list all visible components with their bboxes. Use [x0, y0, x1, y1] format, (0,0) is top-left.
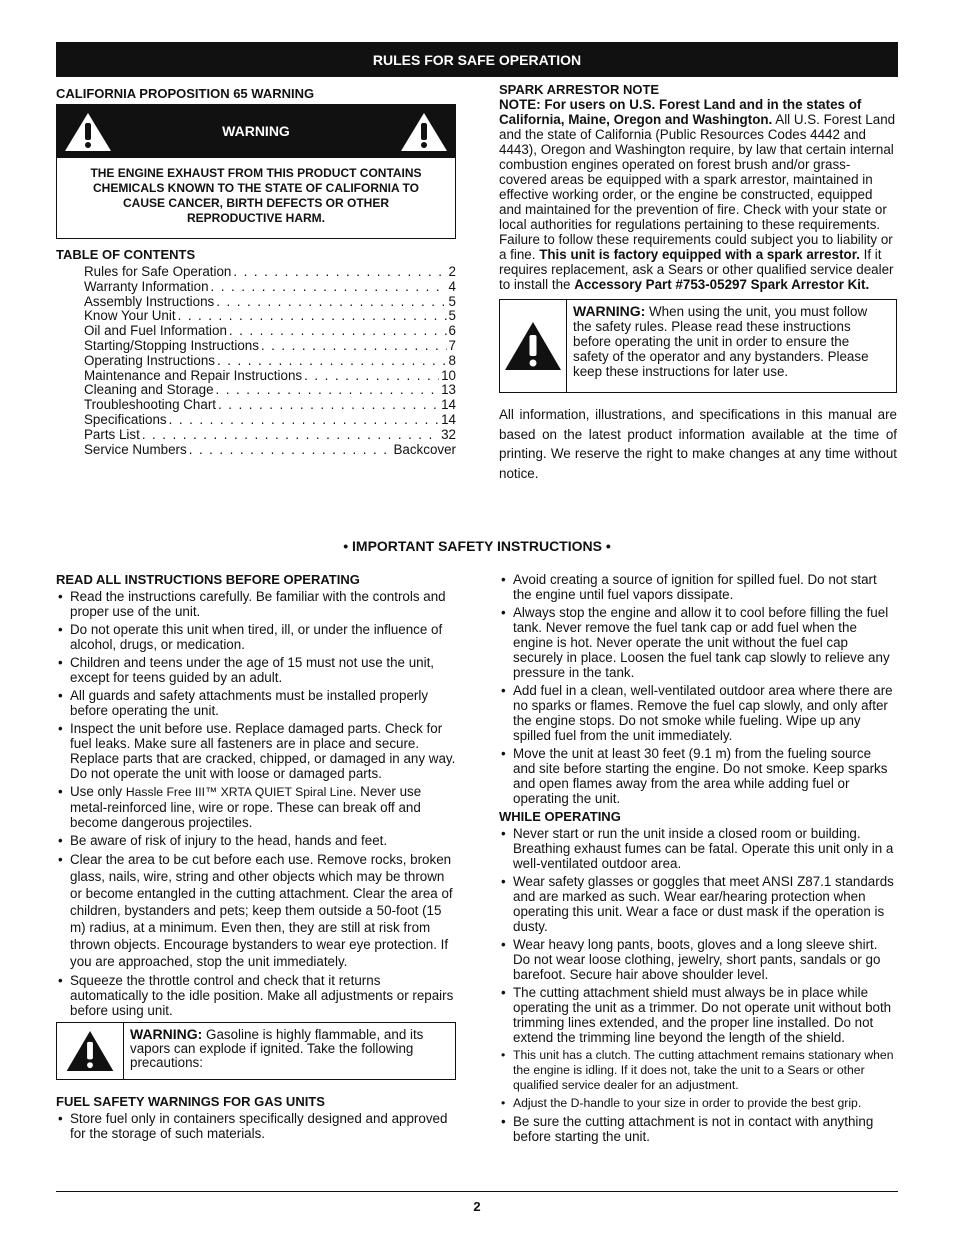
toc-item[interactable]: Starting/Stopping Instructions . . . 7: [84, 338, 456, 353]
spark-arrestor-note: NOTE: For users on U.S. Forest Land and in the states of California, Maine, Oregon and Washington. All U.S. Forest Land and the state of California (Public Resources Codes 4442 and 4443), Oregon and Washington require, by law that certain internal combustion engines operated on forest brush and/or grass-covered areas be equipped with a spark arrestor, maintained in effective working order, or the engine be constructed, equipped and maintained for the prevention of fire. Check with your state or local authorities for regulations pertaining to these requirements. Failure to follow these requirements could subject you to liability or a fine. This unit is factory equipped with a spark arrestor. If it requires replacement, ask a Sears or other qualified service dealer to install the Accessory Part #753-05297 Spark Arrestor Kit.: [499, 97, 896, 292]
list-item: • Adjust the D-handle to your size in order to provide the best grip.: [499, 1096, 897, 1111]
list-item: • Clear the area to be cut before each use. Remove rocks, broken glass, nails, wire, string and other objects which may be thrown or become entangled in the cutting attachment. Clear the area of children, bystanders and pets; keep them outside a 50-foot (15 m) radius, at a minimum. Even then, they are still at risk from thrown objects. Encourage bystanders to wear eye protection. If you are approached, stop the unit immediately.: [56, 851, 456, 970]
toc-item[interactable]: Warranty Information . . . 4: [84, 279, 456, 294]
warning-triangle-icon: [63, 111, 113, 153]
left-top-column: [56, 86, 456, 456]
while-operating-heading: WHILE OPERATING: [499, 809, 621, 824]
list-item: • Wear heavy long pants, boots, gloves and a long sleeve shirt. Do not wear loose clothing, jewelry, short pants, sandals or go barefoot. Secure hair above shoulder level.: [499, 937, 897, 982]
table-of-contents: [84, 264, 456, 456]
fuel-safety-list: [56, 1111, 456, 1141]
list-item: • Use only Hassle Free III™ XRTA QUIET Spiral Line. Never use metal-reinforced line, wire or rope. These can break off and become dangerous projectiles.: [56, 784, 456, 830]
toc-item[interactable]: Troubleshooting Chart . . . 14: [84, 397, 456, 412]
toc-item[interactable]: Maintenance and Repair Instructions . . . 10: [84, 368, 456, 383]
list-item: • Read the instructions carefully. Be familiar with the controls and proper use of the unit.: [56, 589, 456, 619]
list-item: • Wear safety glasses or goggles that meet ANSI Z87.1 standards and are marked as such. Wear ear/hearing protection when operating this unit. Wear a face or dust mask if the operation is dusty.: [499, 874, 897, 934]
disclaimer-text: All information, illustrations, and specifications in this manual are based on the latest product information available at the time of printing. We reserve the right to make changes at any time without notice.: [499, 407, 897, 481]
prop65-warning-box: [56, 104, 456, 239]
toc-item[interactable]: Oil and Fuel Information . . . 6: [84, 323, 456, 338]
read-instructions-list: [56, 589, 456, 1018]
prop65-warning-header: [57, 105, 455, 158]
gasoline-warning-box: [56, 1022, 456, 1080]
list-item: • Never start or run the unit inside a closed room or building. Breathing exhaust fumes can be fatal. Operate this unit only in a well-ventilated outdoor area.: [499, 826, 897, 871]
list-item: • Children and teens under the age of 15 must not use the unit, except for teens guided by an adult.: [56, 655, 456, 685]
right-bottom-column: [499, 572, 897, 1147]
right-top-column: [499, 82, 897, 483]
toc-item[interactable]: Rules for Safe Operation . . . 2: [84, 264, 456, 279]
list-item: • This unit has a clutch. The cutting attachment remains stationary when the engine is idling. If it does not, take the unit to a Sears or other qualified service dealer for an adjustment.: [499, 1048, 897, 1093]
safety-rules-warning-box: [499, 299, 897, 393]
prop65-warning-label: WARNING: [222, 123, 290, 139]
list-item: • Be sure the cutting attachment is not in contact with anything before starting the unit.: [499, 1114, 897, 1144]
toc-item[interactable]: Parts List . . . 32: [84, 427, 456, 442]
list-item: • Be aware of risk of injury to the head, hands and feet.: [56, 833, 456, 848]
list-item: • Add fuel in a clean, well-ventilated outdoor area where there are no sparks or flames. Remove the fuel cap slowly, and only after the engine stops. Do not smoke while fueling. Wipe up any spilled fuel from the unit immediately.: [499, 683, 897, 743]
page-number: 2: [473, 1199, 481, 1214]
toc-item[interactable]: Know Your Unit . . . 5: [84, 308, 456, 323]
toc-item[interactable]: Service Numbers . . . Backcover: [84, 442, 456, 457]
list-item: • All guards and safety attachments must be installed properly before operating the unit.: [56, 688, 456, 718]
fuel-safety-list-continued: [499, 572, 897, 806]
prop65-heading: CALIFORNIA PROPOSITION 65 WARNING: [56, 86, 315, 101]
list-item: • Inspect the unit before use. Replace damaged parts. Check for fuel leaks. Make sure all fasteners are in place and secure. Replace parts that are cracked, chipped, or damaged in any way. Do not operate the unit with loose or damaged parts.: [56, 721, 456, 781]
section-header-bar: [56, 42, 898, 77]
list-item: • Squeeze the throttle control and check that it returns automatically to the idle position. Make all adjustments or repairs before using unit.: [56, 973, 456, 1018]
list-item: • Do not operate this unit when tired, ill, or under the influence of alcohol, drugs, or medication.: [56, 622, 456, 652]
warning-triangle-icon: [399, 111, 449, 153]
list-item: • Always stop the engine and allow it to cool before filling the fuel tank. Never remove the fuel tank cap or add fuel when the engine is hot. Never operate the unit without the fuel cap securely in place. Loosen the fuel tank cap slowly to relieve any pressure in the tank.: [499, 605, 897, 680]
list-item: • The cutting attachment shield must always be in place while operating the unit as a trimmer. Do not operate unit without both trimming lines extended, and the proper line installed. Do not extend the trimming line beyond the length of the shield.: [499, 985, 897, 1045]
toc-item[interactable]: Assembly Instructions . . . 5: [84, 294, 456, 309]
list-item: • Avoid creating a source of ignition for spilled fuel. Do not start the engine until fuel vapors dissipate.: [499, 572, 897, 602]
while-operating-list: [499, 826, 897, 1144]
fuel-safety-heading: FUEL SAFETY WARNINGS FOR GAS UNITS: [56, 1094, 325, 1109]
read-instructions-heading: READ ALL INSTRUCTIONS BEFORE OPERATING: [56, 572, 360, 587]
toc-item[interactable]: Specifications . . . 14: [84, 412, 456, 427]
toc-item[interactable]: Cleaning and Storage . . . 13: [84, 382, 456, 397]
list-item: • Store fuel only in containers specifically designed and approved for the storage of such materials.: [56, 1111, 456, 1141]
footer-divider: [56, 1191, 898, 1192]
safety-rules-warning-text: WARNING: When using the unit, you must follow the safety rules. Please read these instructions before operating the unit in order to ensure the safety of the operator and any bystanders. Please keep these instructions for later use.: [573, 303, 869, 379]
warning-triangle-icon: [65, 1029, 115, 1073]
prop65-warning-text: THE ENGINE EXHAUST FROM THIS PRODUCT CONTAINS CHEMICALS KNOWN TO THE STATE OF CALIFORNIA TO CAUSE CANCER, BIRTH DEFECTS OR OTHER REPRODUCTIVE HARM.: [90, 166, 422, 225]
spark-arrestor-heading: SPARK ARRESTOR NOTE: [499, 82, 660, 97]
section-title: RULES FOR SAFE OPERATION: [372, 51, 582, 68]
left-bottom-column: [56, 572, 456, 1144]
toc-item[interactable]: Operating Instructions . . . 8: [84, 353, 456, 368]
warning-triangle-icon: [503, 320, 563, 372]
gasoline-warning-text: WARNING: Gasoline is highly flammable, and its vapors can explode if ignited. Take the following precautions:: [130, 1026, 424, 1070]
list-item: • Move the unit at least 30 feet (9.1 m) from the fueling source and site before starting the engine. Do not smoke. Keep sparks and open flames away from the area while adding fuel or operating the unit.: [499, 746, 897, 806]
important-safety-title: • IMPORTANT SAFETY INSTRUCTIONS •: [343, 538, 611, 554]
toc-heading: TABLE OF CONTENTS: [56, 247, 196, 262]
